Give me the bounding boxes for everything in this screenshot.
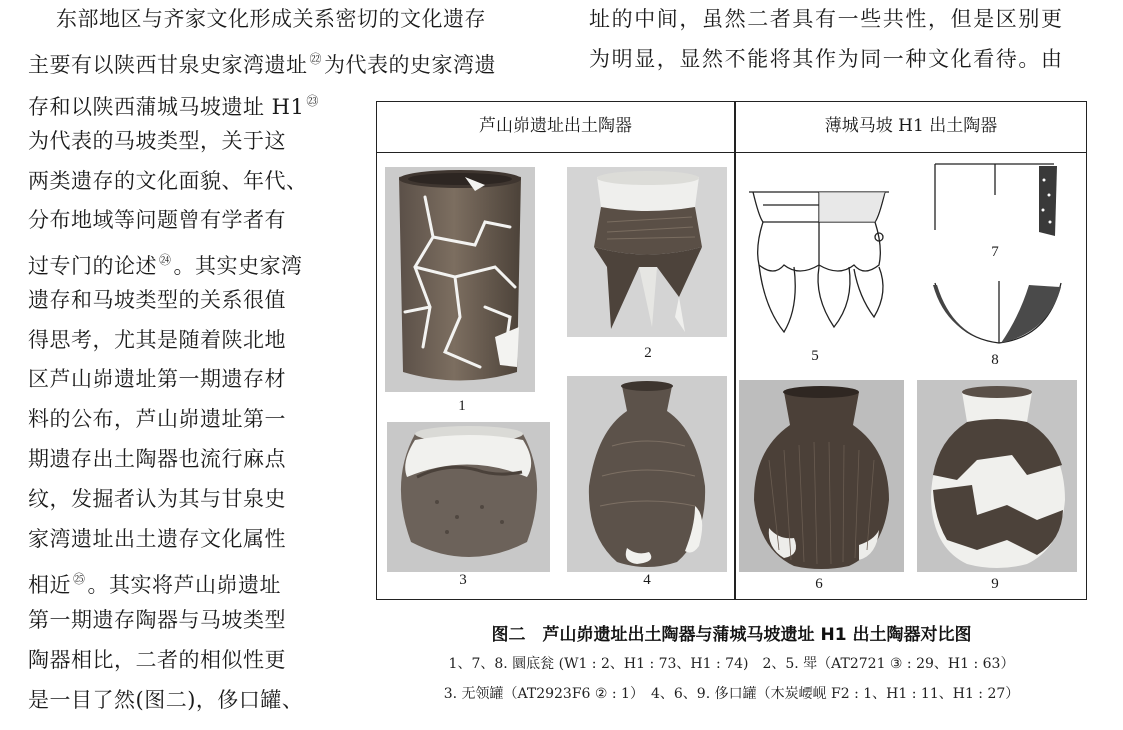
pottery-photo-9 <box>917 380 1077 572</box>
left-text-line-13: 纹，发掘者认为其与甘泉史 <box>28 487 286 511</box>
left-text-line-14: 家湾遗址出土遗存文化属性 <box>28 527 286 551</box>
pottery-drawing-7 <box>929 160 1069 240</box>
right-text-line-2: 为明显，显然不能将其作为同一种文化看待。由 <box>589 47 1064 71</box>
figure-note-2: 3. 无领罐（AT2923F6 ② : 1） 4、6、9. 侈口罐（木炭崾岘 F2 : 1、H1 : 11、H1 : 27） <box>443 686 1020 702</box>
left-text-line-2b: 为代表的史家湾遗 <box>324 53 497 77</box>
figure-number-2: 2 <box>644 345 652 361</box>
figure-number-6: 6 <box>815 576 823 592</box>
pottery-photo-2 <box>567 167 727 337</box>
left-text-line-2 <box>28 44 496 80</box>
left-text-line-10: 区芦山峁遗址第一期遗存材 <box>28 367 286 391</box>
left-text-line-16: 第一期遗存陶器与马坡类型 <box>28 608 286 632</box>
left-text-line-15a: 相近 <box>28 573 71 597</box>
left-text-line-6: 分布地域等问题曾有学者有 <box>28 208 286 232</box>
figure-number-8: 8 <box>991 352 999 368</box>
left-text-line-7 <box>28 245 303 281</box>
pottery-photo-1 <box>385 167 535 392</box>
figure-header-right: 薄城马坡 H1 出土陶器 <box>824 116 998 136</box>
figure-note-1: 1、7、8. 圜底瓮 (W1 : 2、H1 : 73、H1 : 74) 2、5. 斝（AT2721 ③ : 29、H1 : 63） <box>448 656 1015 672</box>
footnote-marker: ㉕ <box>73 572 86 586</box>
pottery-photo-6 <box>739 380 904 572</box>
left-text-line-15 <box>28 564 281 600</box>
left-text-line-3 <box>28 86 321 122</box>
figure-divider <box>734 102 736 599</box>
left-text-line-9: 得思考，尤其是随着陕北地 <box>28 328 286 352</box>
figure-number-4: 4 <box>643 572 651 588</box>
left-text-line-15b: 。其实将芦山峁遗址 <box>87 573 282 597</box>
figure-number-5: 5 <box>811 348 819 364</box>
figure-number-1: 1 <box>458 398 466 414</box>
left-text-line-4: 为代表的马坡类型，关于这 <box>28 129 286 153</box>
figure-header-row <box>377 102 1086 153</box>
left-text-line-1: 东部地区与齐家文化形成关系密切的文化遗存 <box>56 7 486 31</box>
figure-number-7: 7 <box>991 244 999 260</box>
figure-header-left: 芦山峁遗址出土陶器 <box>479 116 632 136</box>
left-text-line-2a: 主要有以陕西甘泉史家湾遗址 <box>28 53 308 77</box>
left-text-line-12: 期遗存出土陶器也流行麻点 <box>28 447 286 471</box>
figure-number-9: 9 <box>991 576 999 592</box>
figure-frame <box>376 101 1087 600</box>
footnote-marker: ㉔ <box>159 253 172 267</box>
left-text-line-17: 陶器相比，二者的相似性更 <box>28 648 286 672</box>
footnote-marker: ㉒ <box>309 52 323 66</box>
left-text-line-3a: 存和以陕西蒲城马坡遗址 H1 <box>28 95 305 119</box>
pottery-drawing-5 <box>739 177 899 337</box>
pottery-photo-3 <box>387 422 550 572</box>
left-text-line-5: 两类遗存的文化面貌、年代、 <box>28 169 308 193</box>
pottery-photo-4 <box>567 376 727 572</box>
left-text-line-7b: 。其实史家湾 <box>173 254 303 278</box>
footnote-marker: ㉓ <box>306 94 319 108</box>
figure-number-3: 3 <box>459 572 467 588</box>
left-text-line-7a: 过专门的论述 <box>28 254 157 278</box>
left-text-line-18: 是一目了然(图二)，侈口罐、 <box>28 688 304 712</box>
left-text-line-8: 遗存和马坡类型的关系很值 <box>28 288 286 312</box>
pottery-drawing-8 <box>929 277 1069 349</box>
right-text-line-1: 址的中间，虽然二者具有一些共性，但是区别更 <box>589 7 1064 31</box>
figure-title: 图二 芦山峁遗址出土陶器与蒲城马坡遗址 H1 出土陶器对比图 <box>491 625 972 645</box>
left-text-line-11: 料的公布，芦山峁遗址第一 <box>28 407 286 431</box>
